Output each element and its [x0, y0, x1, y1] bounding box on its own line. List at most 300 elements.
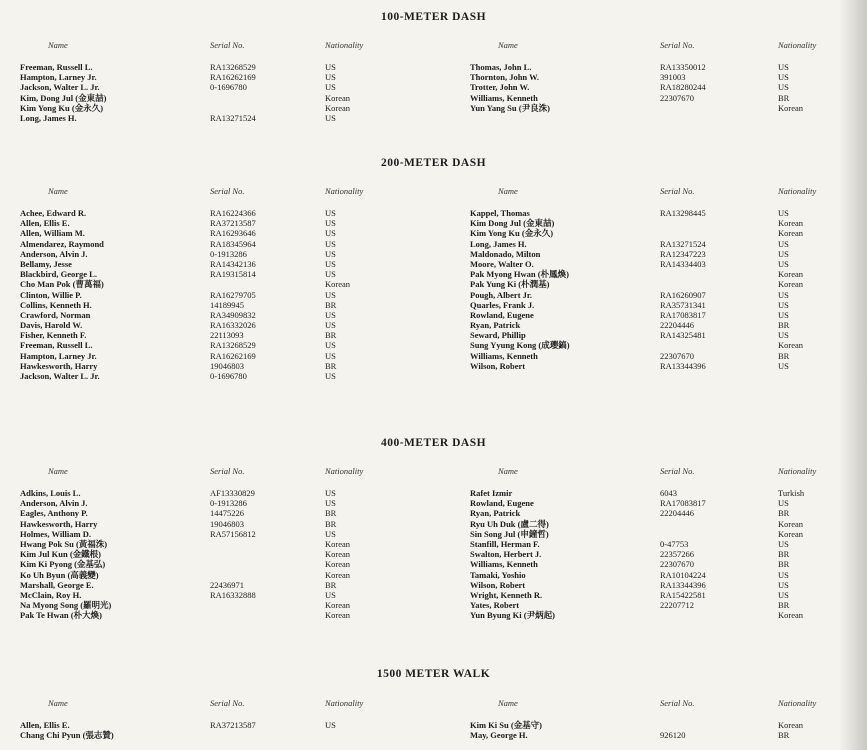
athlete-name: Trotter, John W.: [470, 82, 530, 93]
athlete-name: Collins, Kenneth H.: [20, 299, 92, 310]
athlete-name: Williams, Kenneth: [470, 559, 538, 570]
entry-row: [470, 330, 865, 340]
entry-row: [20, 113, 440, 123]
nationality: US: [778, 299, 789, 310]
nationality: US: [325, 228, 336, 239]
athlete-name: Wilson, Robert: [470, 360, 526, 371]
entry-row: [20, 498, 440, 508]
athlete-name: Allen, William M.: [20, 228, 85, 239]
section-title-100m: 100-METER DASH: [380, 11, 487, 23]
athlete-name: Anderson, Alvin J.: [20, 498, 88, 509]
nationality: US: [325, 82, 336, 93]
entry-list: [20, 208, 440, 381]
entry-row: [20, 340, 440, 350]
nationality: US: [778, 589, 789, 600]
athlete-name: Cho Man Pok (曹萬福): [20, 279, 104, 290]
athlete-name: Kim Ki Su (金基守): [470, 720, 543, 730]
entry-row: [470, 320, 865, 330]
header-name: Name: [48, 40, 68, 50]
nationality: Korean: [325, 610, 351, 621]
header-nationality: Nationality: [778, 186, 817, 196]
serial-number: RA16279705: [210, 289, 256, 300]
entry-row: [20, 269, 440, 279]
athlete-name: Rowland, Eugene: [470, 309, 534, 320]
header-serial: Serial No.: [660, 698, 695, 708]
nationality: Korean: [325, 92, 351, 103]
right-column: [470, 40, 865, 113]
serial-number: RA16262169: [210, 350, 256, 361]
athlete-name: Pak Te Hwan (朴大煥): [20, 610, 102, 621]
header-name: Name: [48, 186, 68, 196]
serial-number: RA13268529: [210, 340, 256, 351]
nationality: US: [325, 62, 336, 72]
entry-row: [470, 218, 865, 228]
column-headers: [20, 40, 440, 54]
header-nationality: Nationality: [778, 40, 817, 50]
entry-row: [470, 488, 865, 498]
entry-row: [20, 610, 440, 620]
athlete-name: Wright, Kenneth R.: [470, 589, 543, 600]
athlete-name: Freeman, Russell L.: [20, 340, 93, 351]
entry-row: [20, 559, 440, 569]
entry-row: [20, 82, 440, 92]
entry-row: [20, 529, 440, 539]
entry-row: [470, 279, 865, 289]
nationality: Korean: [778, 269, 804, 280]
serial-number: RA16293646: [210, 228, 256, 239]
entry-row: [20, 720, 440, 730]
header-serial: Serial No.: [210, 186, 245, 196]
nationality: BR: [778, 92, 790, 103]
header-name: Name: [498, 466, 518, 476]
serial-number: 22207712: [660, 600, 694, 611]
athlete-name: Stanfill, Herman F.: [470, 538, 540, 549]
section-title-400m: 400-METER DASH: [380, 437, 487, 449]
header-name: Name: [498, 186, 518, 196]
athlete-name: Sin Song Jul (申鐘哲): [470, 528, 549, 539]
athlete-name: Thomas, John L.: [470, 62, 532, 72]
serial-number: 6043: [660, 488, 677, 498]
entry-row: [20, 320, 440, 330]
nationality: BR: [325, 360, 337, 371]
athlete-name: Eagles, Anthony P.: [20, 508, 88, 519]
nationality: US: [325, 340, 336, 351]
nationality: BR: [325, 579, 337, 590]
nationality: Korean: [778, 279, 804, 290]
nationality: US: [325, 720, 336, 730]
athlete-name: Moore, Walter O.: [470, 258, 534, 269]
serial-number: 22307670: [660, 92, 694, 103]
nationality: US: [778, 330, 789, 341]
entry-row: [470, 539, 865, 549]
entry-row: [470, 570, 865, 580]
athlete-name: Pough, Albert Jr.: [470, 289, 533, 300]
entry-row: [20, 508, 440, 518]
entry-list: [470, 62, 865, 113]
entry-row: [20, 361, 440, 371]
athlete-name: Maldonado, Milton: [470, 248, 541, 259]
serial-number: 22357266: [660, 549, 694, 560]
athlete-name: Achee, Edward R.: [20, 208, 87, 218]
nationality: BR: [778, 600, 790, 611]
nationality: US: [325, 488, 336, 498]
entry-row: [20, 208, 440, 218]
serial-number: 14189945: [210, 299, 244, 310]
nationality: Korean: [778, 528, 804, 539]
left-column: [20, 698, 440, 740]
header-serial: Serial No.: [210, 466, 245, 476]
serial-number: RA18345964: [210, 238, 256, 249]
entry-row: [20, 330, 440, 340]
header-nationality: Nationality: [325, 698, 364, 708]
entry-row: [20, 539, 440, 549]
nationality: Korean: [778, 610, 804, 621]
column-headers: [470, 466, 865, 480]
serial-number: 19046803: [210, 360, 244, 371]
nationality: Korean: [778, 228, 804, 239]
serial-number: RA13271524: [210, 112, 256, 123]
nationality: US: [778, 72, 789, 83]
athlete-name: Na Myong Song (羅明光): [20, 600, 112, 611]
athlete-name: Kim Dong Jul (金東喆): [470, 218, 555, 229]
serial-number: 22307670: [660, 559, 694, 570]
column-headers: [20, 698, 440, 712]
entry-row: [470, 269, 865, 279]
athlete-name: Wilson, Robert: [470, 579, 526, 590]
athlete-name: McClain, Roy H.: [20, 589, 82, 600]
athlete-name: Jackson, Walter L. Jr.: [20, 82, 100, 93]
column-headers: [470, 698, 865, 712]
entry-row: [20, 279, 440, 289]
nationality: US: [778, 208, 789, 218]
serial-number: AF13330829: [210, 488, 255, 498]
entry-row: [470, 730, 865, 740]
column-headers: [470, 186, 865, 200]
nationality: US: [325, 208, 336, 218]
serial-number: RA57156812: [210, 528, 256, 539]
athlete-name: Hawkesworth, Harry: [20, 360, 98, 371]
serial-number: 22204446: [660, 320, 694, 331]
header-nationality: Nationality: [778, 698, 817, 708]
entry-row: [470, 72, 865, 82]
athlete-name: Clinton, Willie P.: [20, 289, 82, 300]
column-headers: [470, 40, 865, 54]
header-serial: Serial No.: [660, 466, 695, 476]
header-name: Name: [48, 466, 68, 476]
nationality: US: [325, 269, 336, 280]
athlete-name: Kappel, Thomas: [470, 208, 530, 218]
athlete-name: Hawkesworth, Harry: [20, 518, 98, 529]
nationality: Korean: [325, 102, 351, 113]
serial-number: RA13268529: [210, 62, 256, 72]
entry-row: [20, 218, 440, 228]
nationality: BR: [778, 559, 790, 570]
entry-list: [20, 488, 440, 620]
athlete-name: Pak Myong Hwan (朴鳳煥): [470, 269, 569, 280]
athlete-name: Quarles, Frank J.: [470, 299, 535, 310]
nationality: US: [325, 248, 336, 259]
athlete-name: Long, James H.: [470, 238, 527, 249]
section-title-1500m-walk: 1500 METER WALK: [376, 668, 491, 680]
nationality: US: [325, 112, 336, 123]
serial-number: RA16224366: [210, 208, 256, 218]
entry-row: [20, 259, 440, 269]
athlete-name: Marshall, George E.: [20, 579, 94, 590]
serial-number: RA16332888: [210, 589, 256, 600]
nationality: Korean: [778, 340, 804, 351]
entry-row: [470, 239, 865, 249]
entry-list: [20, 720, 440, 740]
entry-row: [20, 310, 440, 320]
serial-number: 22436971: [210, 579, 244, 590]
entry-row: [20, 228, 440, 238]
right-column: [470, 186, 865, 371]
column-headers: [20, 186, 440, 200]
header-serial: Serial No.: [210, 40, 245, 50]
nationality: US: [778, 82, 789, 93]
entry-row: [20, 300, 440, 310]
entry-row: [470, 498, 865, 508]
nationality: US: [325, 309, 336, 320]
serial-number: RA16332026: [210, 320, 256, 331]
entry-list: [470, 208, 865, 371]
left-column: [20, 466, 440, 620]
serial-number: 22113093: [210, 330, 244, 341]
athlete-name: Hwang Pok Su (黃福洙): [20, 538, 108, 549]
serial-number: RA37213587: [210, 218, 256, 229]
entry-row: [470, 228, 865, 238]
serial-number: 0-1913286: [210, 498, 247, 509]
header-nationality: Nationality: [325, 186, 364, 196]
left-column: [20, 186, 440, 381]
entry-row: [20, 239, 440, 249]
nationality: BR: [778, 730, 790, 741]
entry-row: [20, 351, 440, 361]
nationality: US: [325, 350, 336, 361]
column-headers: [20, 466, 440, 480]
nationality: US: [778, 579, 789, 590]
athlete-name: Jackson, Walter L. Jr.: [20, 371, 100, 381]
nationality: Korean: [325, 559, 351, 570]
athlete-name: Pak Yung Ki (朴潤基): [470, 279, 550, 290]
header-name: Name: [48, 698, 68, 708]
serial-number: RA37213587: [210, 720, 256, 730]
entry-row: [470, 290, 865, 300]
entry-row: [470, 93, 865, 103]
serial-number: RA13344396: [660, 360, 706, 371]
nationality: BR: [325, 330, 337, 341]
nationality: US: [778, 309, 789, 320]
entry-row: [470, 310, 865, 320]
entry-row: [20, 371, 440, 381]
entry-row: [470, 82, 865, 92]
entry-row: [20, 549, 440, 559]
serial-number: RA34909832: [210, 309, 256, 320]
serial-number: 0-1696780: [210, 82, 247, 93]
athlete-name: Hampton, Larney Jr.: [20, 350, 97, 361]
athlete-name: Seward, Phillip: [470, 330, 526, 341]
athlete-name: Allen, Ellis E.: [20, 720, 70, 730]
nationality: US: [325, 371, 336, 381]
serial-number: RA14325481: [660, 330, 706, 341]
header-serial: Serial No.: [660, 186, 695, 196]
serial-number: 0-1696780: [210, 371, 247, 381]
athlete-name: Almendarez, Raymond: [20, 238, 104, 249]
entry-row: [470, 259, 865, 269]
entry-list: [20, 62, 440, 123]
athlete-name: Rafet Izmir: [470, 488, 513, 498]
nationality: US: [325, 589, 336, 600]
entry-row: [470, 62, 865, 72]
header-name: Name: [498, 698, 518, 708]
serial-number: RA16260907: [660, 289, 706, 300]
athlete-name: Williams, Kenneth: [470, 92, 538, 103]
nationality: Korean: [778, 218, 804, 229]
nationality: BR: [778, 320, 790, 331]
nationality: US: [325, 72, 336, 83]
nationality: Turkish: [778, 488, 805, 498]
entry-row: [20, 600, 440, 610]
nationality: Korean: [325, 538, 351, 549]
serial-number: 22307670: [660, 350, 694, 361]
nationality: BR: [778, 508, 790, 519]
athlete-name: Sung Yyung Kong (成瓔鎬): [470, 340, 570, 351]
nationality: Korean: [325, 600, 351, 611]
serial-number: RA13271524: [660, 238, 706, 249]
entry-row: [20, 290, 440, 300]
nationality: US: [778, 498, 789, 509]
right-column: [470, 466, 865, 620]
entry-row: [20, 249, 440, 259]
nationality: BR: [778, 549, 790, 560]
athlete-name: Kim Ki Pyong (金基弘): [20, 559, 106, 570]
nationality: Korean: [778, 720, 804, 730]
athlete-name: Rowland, Eugene: [470, 498, 534, 509]
nationality: BR: [778, 350, 790, 361]
nationality: US: [325, 528, 336, 539]
serial-number: RA17083817: [660, 309, 706, 320]
athlete-name: Anderson, Alvin J.: [20, 248, 88, 259]
nationality: BR: [325, 299, 337, 310]
entry-row: [20, 570, 440, 580]
entry-row: [470, 529, 865, 539]
nationality: US: [778, 248, 789, 259]
entry-list: [470, 488, 865, 620]
athlete-name: Yates, Robert: [470, 600, 520, 611]
serial-number: 19046803: [210, 518, 244, 529]
entry-row: [470, 549, 865, 559]
athlete-name: Thornton, John W.: [470, 72, 539, 83]
serial-number: RA13298445: [660, 208, 706, 218]
nationality: US: [325, 498, 336, 509]
entry-row: [470, 249, 865, 259]
nationality: BR: [325, 508, 337, 519]
entry-row: [20, 62, 440, 72]
nationality: US: [778, 289, 789, 300]
serial-number: RA10104224: [660, 569, 706, 580]
athlete-name: Ryan, Patrick: [470, 320, 521, 331]
entry-row: [470, 720, 865, 730]
serial-number: RA17083817: [660, 498, 706, 509]
nationality: US: [325, 289, 336, 300]
athlete-name: Yun Byung Ki (尹炳起): [470, 610, 555, 621]
entry-row: [470, 559, 865, 569]
entry-row: [20, 590, 440, 600]
serial-number: RA16262169: [210, 72, 256, 83]
athlete-name: Williams, Kenneth: [470, 350, 538, 361]
athlete-name: Allen, Ellis E.: [20, 218, 70, 229]
serial-number: RA19315814: [210, 269, 256, 280]
nationality: Korean: [325, 549, 351, 560]
left-column: [20, 40, 440, 123]
nationality: US: [778, 360, 789, 371]
serial-number: 0-1913286: [210, 248, 247, 259]
nationality: US: [778, 258, 789, 269]
nationality: Korean: [325, 279, 351, 290]
serial-number: RA13350012: [660, 62, 706, 72]
nationality: US: [778, 569, 789, 580]
entry-row: [470, 351, 865, 361]
entry-row: [20, 580, 440, 590]
nationality: BR: [325, 518, 337, 529]
entry-row: [470, 519, 865, 529]
entry-row: [470, 103, 865, 113]
nationality: US: [325, 320, 336, 331]
nationality: US: [325, 258, 336, 269]
nationality: US: [325, 238, 336, 249]
page-edge-shadow: [839, 0, 867, 750]
entry-row: [20, 730, 440, 740]
serial-number: 391003: [660, 72, 686, 83]
nationality: Korean: [325, 569, 351, 580]
athlete-name: Swalton, Herbert J.: [470, 549, 542, 560]
entry-list: [470, 720, 865, 740]
nationality: Korean: [778, 518, 804, 529]
athlete-name: Long, James H.: [20, 112, 77, 123]
header-serial: Serial No.: [660, 40, 695, 50]
nationality: US: [778, 538, 789, 549]
entry-row: [470, 300, 865, 310]
athlete-name: Kim Yong Ku (金永久): [20, 102, 104, 113]
header-name: Name: [498, 40, 518, 50]
athlete-name: Ryu Uh Duk (盧二得): [470, 518, 549, 529]
serial-number: RA14342136: [210, 258, 256, 269]
entry-row: [470, 600, 865, 610]
entry-row: [470, 208, 865, 218]
athlete-name: Crawford, Norman: [20, 309, 91, 320]
serial-number: RA35731341: [660, 299, 706, 310]
athlete-name: Freeman, Russell L.: [20, 62, 93, 72]
athlete-name: Hampton, Larney Jr.: [20, 72, 97, 83]
entry-row: [470, 508, 865, 518]
entry-row: [20, 519, 440, 529]
athlete-name: Ko Uh Byun (高義變): [20, 569, 99, 580]
serial-number: RA15422581: [660, 589, 706, 600]
entry-row: [20, 93, 440, 103]
serial-number: 0-47753: [660, 538, 689, 549]
athlete-name: Kim, Dong Jul (金東喆): [20, 92, 107, 103]
entry-row: [470, 361, 865, 371]
header-nationality: Nationality: [325, 40, 364, 50]
serial-number: 22204446: [660, 508, 694, 519]
serial-number: RA14334403: [660, 258, 706, 269]
header-nationality: Nationality: [778, 466, 817, 476]
serial-number: 14475226: [210, 508, 244, 519]
section-title-200m: 200-METER DASH: [380, 157, 487, 169]
entry-row: [470, 340, 865, 350]
athlete-name: Davis, Harold W.: [20, 320, 83, 331]
athlete-name: Chang Chi Pyun (張志贊): [20, 730, 114, 741]
